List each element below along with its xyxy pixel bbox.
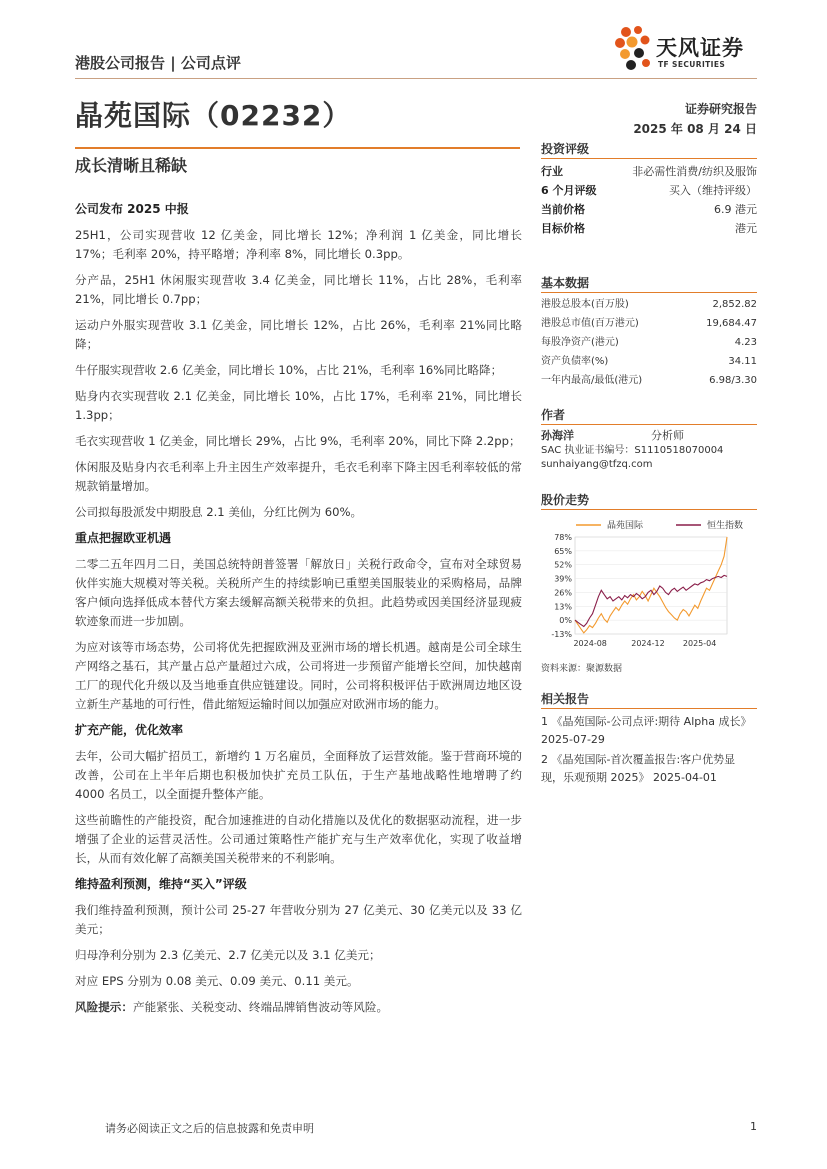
- price-label: 当前价格: [541, 203, 585, 216]
- paragraph: 休闲服及贴身内衣毛利率上升主因生产效率提升，毛衣毛利率下降主因毛利率较低的常规款销量增加。: [75, 460, 522, 493]
- paragraph: 这些前瞻性的产能投资，配合加速推进的自动化措施以及优化的数据驱动流程，进一步增强了企业的运营灵活性。公司通过策略性产能扩充与生产效率优化，实现了收益增长，从而有效化解了高额美国关税带来的不利影响。: [75, 813, 522, 865]
- header-divider: [75, 78, 757, 79]
- basic-data-key: 资产负债率(%): [541, 356, 609, 367]
- author-email[interactable]: sunhaiyang@tfzq.com: [541, 459, 653, 470]
- report-date: 2025 年 08 月 24 日: [633, 122, 757, 136]
- target-label: 目标价格: [541, 222, 585, 235]
- basic-data-key: 每股净资产(港元): [541, 337, 619, 348]
- price-value: 6.9 港元: [714, 203, 757, 216]
- rating-value: 买入（维持评级）: [669, 184, 757, 197]
- price-chart-title: 股价走势: [541, 491, 757, 510]
- y-tick-label: 52%: [554, 560, 572, 570]
- basic-data-key: 港股总市值(百万港元): [541, 318, 639, 329]
- risk-text: 产能紧张、关税变动、终端品牌销售波动等风险。: [132, 1000, 389, 1014]
- related-report-date: 2025-07-29: [541, 733, 605, 746]
- author-sac: SAC 执业证书编号：S1110518070004: [541, 445, 724, 456]
- logo-english: TF SECURITIES: [658, 60, 726, 69]
- basic-data-value: 19,684.47: [706, 318, 757, 329]
- basic-data-title: 基本数据: [541, 274, 757, 293]
- series-line: [575, 537, 727, 633]
- paragraph: 贴身内衣实现营收 2.1 亿美金，同比增长 10%，占比 17%，毛利率 21%，同比增长 1.3pp；: [75, 389, 522, 422]
- legend-label: 晶苑国际: [607, 521, 644, 531]
- paragraph: 牛仔服实现营收 2.6 亿美金，同比增长 10%，占比 21%，毛利率 16%同比略降；: [75, 363, 503, 377]
- related-report-item[interactable]: [541, 751, 757, 787]
- related-list: [541, 713, 757, 787]
- basic-data-panel: [541, 274, 757, 390]
- author-panel: [541, 406, 757, 472]
- price-chart: [541, 513, 757, 648]
- industry-value: 非必需性消费/纺织及服饰: [632, 165, 757, 178]
- rating-label: 6 个月评级: [541, 184, 597, 197]
- author-title: 作者: [541, 406, 757, 425]
- paragraph: 去年，公司大幅扩招员工，新增约 1 万名雇员，全面释放了运营效能。鉴于营商环境的改善，公司在上半年后期也积极加快扩充员工队伍，于生产基地战略性地增聘了约 4000 名员工，以全面提升整体产能。: [75, 749, 522, 801]
- paragraph: 毛衣实现营收 1 亿美金，同比增长 29%，占比 9%，毛利率 20%，同比下降 2.2pp；: [75, 434, 521, 448]
- section-title: 扩充产能，优化效率: [75, 723, 184, 737]
- rating-title: 投资评级: [541, 140, 757, 159]
- rating-panel: [541, 140, 757, 238]
- paragraph: 对应 EPS 分别为 0.08 美元、0.09 美元、0.11 美元。: [75, 974, 359, 988]
- basic-data-value: 2,852.82: [712, 299, 757, 310]
- x-tick-label: 2024-12: [631, 639, 665, 648]
- section-title: 公司发布 2025 中报: [75, 202, 189, 216]
- paragraph: 分产品，25H1 休闲服实现营收 3.4 亿美金，同比增长 11%，占比 28%，毛利率 21%，同比增长 0.7pp；: [75, 273, 522, 306]
- author-row: [541, 428, 757, 444]
- related-report-title: 《晶苑国际-公司点评:期待 Alpha 成长》: [551, 715, 752, 728]
- related-title: 相关报告: [541, 690, 757, 709]
- paragraph: 归母净利分别为 2.3 亿美元、2.7 亿美元以及 3.1 亿美元；: [75, 948, 381, 962]
- y-tick-label: -13%: [551, 630, 572, 639]
- paragraph: 25H1，公司实现营收 12 亿美金，同比增长 12%；净利润 1 亿美金，同比增长 17%；毛利率 20%，持平略增；净利率 8%，同比增长 0.3pp。: [75, 228, 522, 261]
- related-report-date: 2025-04-01: [649, 771, 717, 784]
- y-tick-label: 65%: [554, 546, 572, 556]
- basic-data-row: [541, 352, 757, 371]
- related-panel: [541, 690, 757, 789]
- related-report-number: 2: [541, 753, 552, 766]
- report-subtitle: 成长清晰且稀缺: [75, 156, 188, 175]
- x-tick-label: 2025-04: [682, 639, 717, 648]
- target-value: 港元: [735, 222, 757, 235]
- risk-note: [75, 998, 522, 1017]
- logo-mark-icon: [612, 22, 656, 77]
- logo-chinese: 天风证券: [656, 36, 744, 60]
- basic-data-row: [541, 333, 757, 352]
- basic-data-key: 港股总股本(百万股): [541, 299, 629, 310]
- rating-row-target: [541, 219, 757, 238]
- related-report-item[interactable]: [541, 713, 757, 749]
- y-tick-label: 13%: [554, 602, 572, 612]
- price-chart-panel: [541, 491, 757, 510]
- y-tick-label: 39%: [554, 574, 572, 584]
- paragraph: 为应对该等市场态势，公司将优先把握欧洲及亚洲市场的增长机遇。越南是公司全球生产网络之基石，其产量占总产量超过六成，公司将进一步预留产能增长空间，加快越南工厂的现代化升级以及当地垂直供应链建设。同时，公司将积极评估于欧洲周边地区设立新生产基地的可行性，借此缩短运输时间以加强应对欧洲市场的能力。: [75, 640, 522, 711]
- basic-data-list: [541, 295, 757, 390]
- paragraph: 运动户外服实现营收 3.1 亿美金，同比增长 12%，占比 26%，毛利率 21%同比略降；: [75, 318, 522, 351]
- page-number: 1: [750, 1120, 757, 1133]
- company-title: 晶苑国际（02232）: [75, 99, 352, 132]
- industry-label: 行业: [541, 165, 563, 178]
- author-name: 孙海洋: [541, 429, 574, 442]
- basic-data-row: [541, 314, 757, 333]
- basic-data-value: 34.11: [728, 356, 757, 367]
- x-tick-label: 2024-08: [573, 639, 607, 648]
- y-tick-label: 26%: [554, 588, 572, 598]
- basic-data-value: 6.98/3.30: [709, 375, 757, 386]
- y-tick-label: 0%: [559, 616, 572, 626]
- basic-data-key: 一年内最高/最低(港元): [541, 375, 643, 386]
- main-body: [75, 200, 522, 1024]
- risk-label: 风险提示：: [75, 1000, 133, 1014]
- basic-data-row: [541, 295, 757, 314]
- doc-type: 证券研究报告: [684, 102, 757, 116]
- related-report-title: 《晶苑国际-首次覆盖报告:客户优势显现，乐观预期 2025》: [541, 753, 736, 784]
- author-role: 分析师: [651, 429, 684, 442]
- paragraph: 二零二五年四月二日，美国总统特朗普签署「解放日」关税行政命令，宣布对全球贸易伙伴实施大规模对等关税。关税所产生的持续影响已重塑美国服装业的采购格局，品牌客户倾向选择低成本替代方案去缓解高额关税带来的负担。此趋势或因美国经济显现疲软迹象而进一步加剧。: [75, 557, 522, 628]
- paragraph: 我们维持盈利预测，预计公司 25-27 年营收分别为 27 亿美元、30 亿美元以及 33 亿美元；: [75, 903, 522, 936]
- basic-data-row: [541, 371, 757, 390]
- rating-row-industry: [541, 162, 757, 181]
- rating-row-price: [541, 200, 757, 219]
- footer-disclaimer: 请务必阅读正文之后的信息披露和免责申明: [105, 1122, 314, 1135]
- rating-row-rating: [541, 181, 757, 200]
- basic-data-value: 4.23: [734, 337, 757, 348]
- section-title: 维持盈利预测，维持“买入”评级: [75, 877, 247, 891]
- section-title: 重点把握欧亚机遇: [75, 531, 172, 545]
- title-divider: [75, 147, 520, 149]
- y-tick-label: 78%: [554, 533, 572, 542]
- report-type: 港股公司报告 | 公司点评: [75, 54, 241, 72]
- related-report-number: 1: [541, 715, 552, 728]
- company-logo: [612, 22, 757, 77]
- paragraph: 公司拟每股派发中期股息 2.1 美仙，分红比例为 60%。: [75, 505, 363, 519]
- chart-source: 资料来源：聚源数据: [541, 664, 623, 674]
- legend-label: 恒生指数: [707, 521, 744, 531]
